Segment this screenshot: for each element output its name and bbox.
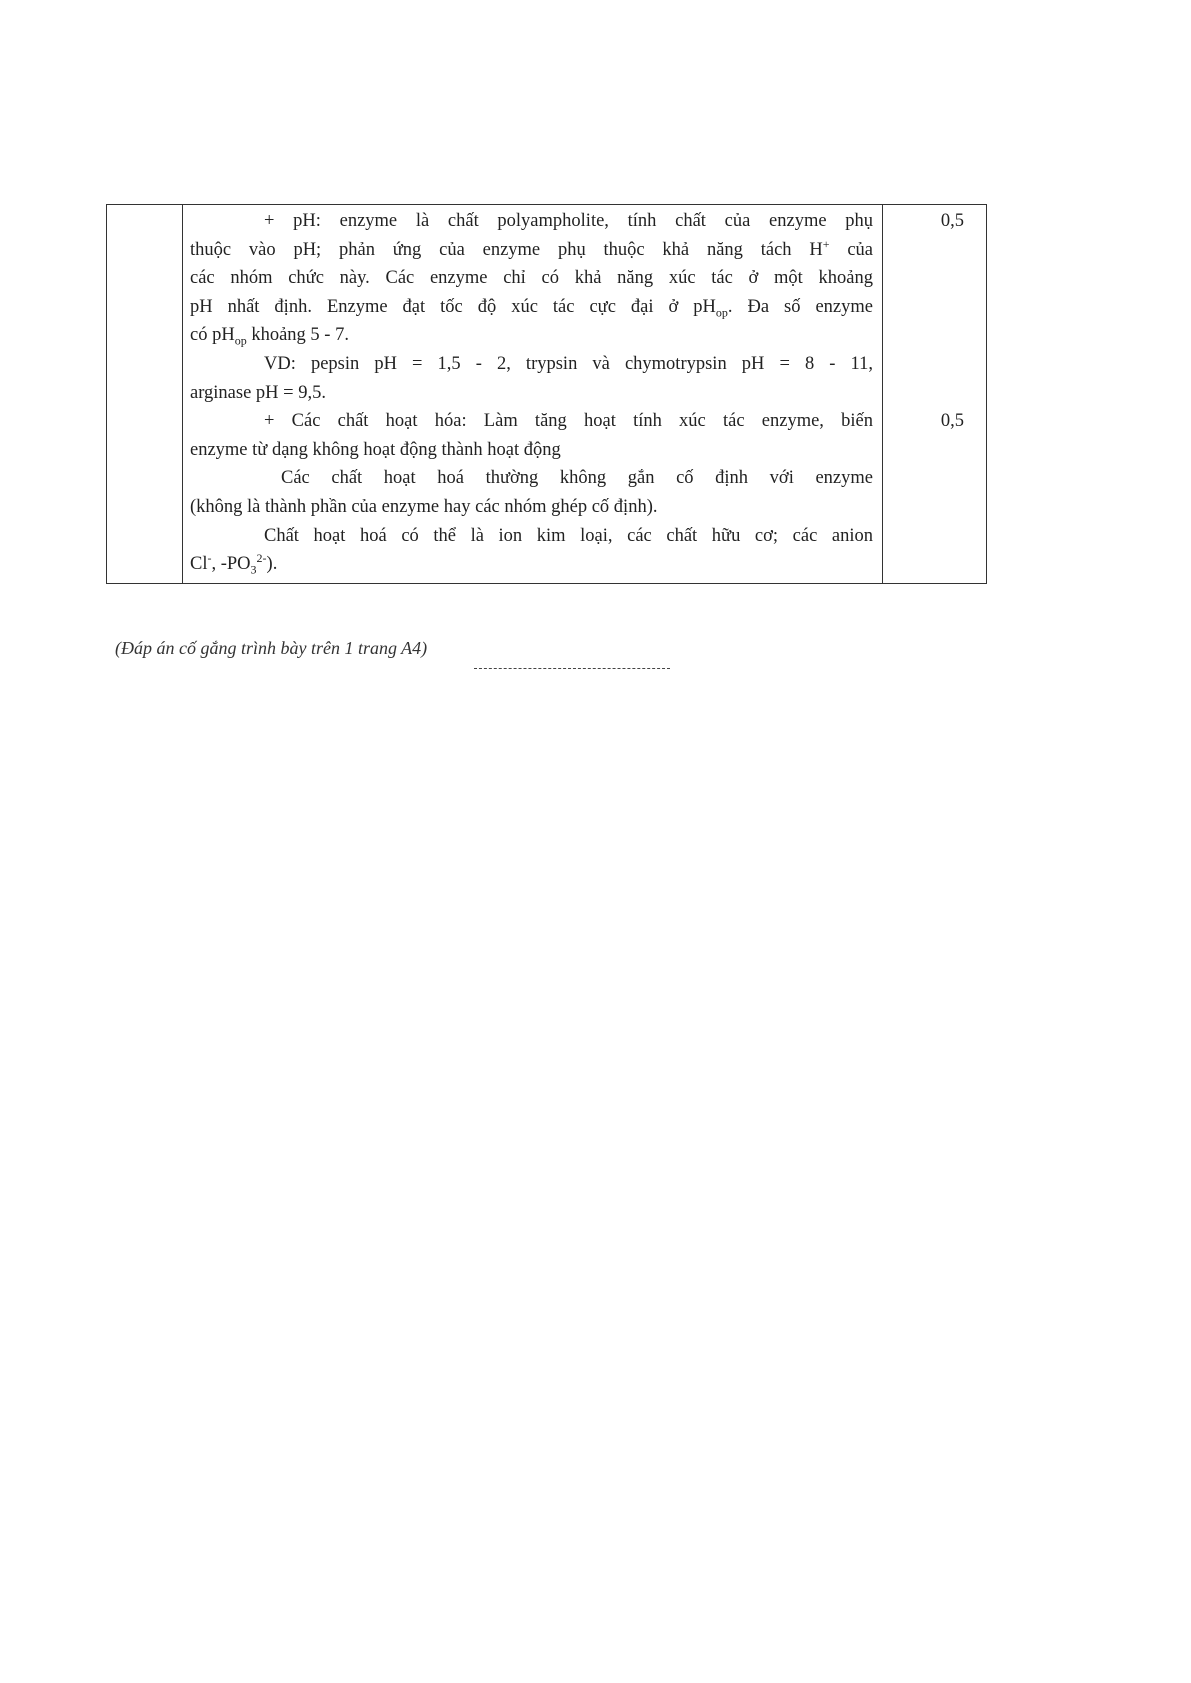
subscript: op <box>234 334 247 349</box>
answer-line <box>190 236 873 265</box>
text-run: + pH: enzyme là chất polyampholite, tính chất của enzyme phụ <box>264 211 873 231</box>
text-run: khoảng 5 - 7. <box>246 325 349 346</box>
superscript: - <box>207 550 212 565</box>
subscript: 3 <box>250 562 257 577</box>
text-run: Cl <box>190 554 208 575</box>
answer-line <box>190 293 873 322</box>
answer-line <box>190 550 873 579</box>
answer-line <box>190 464 873 493</box>
superscript: + <box>822 236 830 251</box>
question-number-cell <box>107 205 183 584</box>
text-run: ). <box>266 554 278 575</box>
text-run: arginase pH = 9,5. <box>190 382 326 403</box>
text-run: Các chất hoạt hoá thường không gắn cố định với enzyme <box>281 468 873 489</box>
score-cell <box>883 205 987 584</box>
answer-content-cell <box>183 205 883 584</box>
text-run: + Các chất hoạt hóa: Làm tăng hoạt tính xúc tác enzyme, biến <box>264 411 873 432</box>
text-run: (không là thành phần của enzyme hay các nhóm ghép cố định). <box>190 496 658 517</box>
answer-text <box>190 207 873 579</box>
score-value: 0,5 <box>940 211 964 231</box>
answer-table <box>106 204 987 584</box>
text-run: có pH <box>190 325 235 346</box>
text-run: VD: pepsin pH = 1,5 - 2, trypsin và chymotrypsin pH = 8 - 11, <box>264 353 873 374</box>
answer-line <box>190 407 873 436</box>
text-run: pH nhất định. Enzyme đạt tốc độ xúc tác cực đại ở pH <box>190 296 716 317</box>
text-run: , -PO <box>211 554 251 575</box>
answer-line <box>190 321 873 350</box>
answer-line <box>190 436 873 465</box>
answer-line <box>190 350 873 379</box>
footnote: (Đáp án cố gắng trình bày trên 1 trang A4) <box>115 638 428 658</box>
answer-line <box>190 264 873 293</box>
subscript: op <box>715 305 728 320</box>
table-row <box>107 205 987 584</box>
text-run: enzyme từ dạng không hoạt động thành hoạt động <box>190 439 561 460</box>
dashed-divider <box>474 668 670 669</box>
answer-line <box>190 379 873 408</box>
text-run: thuộc vào pH; phản ứng của enzyme phụ thuộc khả năng tách H <box>190 239 823 260</box>
answer-line <box>190 207 873 236</box>
superscript: 2- <box>256 550 267 565</box>
score-value: 0,5 <box>940 411 964 432</box>
answer-line <box>190 493 873 522</box>
answer-line <box>190 522 873 551</box>
text-run: của <box>829 239 873 260</box>
text-run: . Đa số enzyme <box>727 296 873 317</box>
text-run: Chất hoạt hoá có thể là ion kim loại, các chất hữu cơ; các anion <box>264 525 873 546</box>
text-run: các nhóm chức này. Các enzyme chỉ có khả năng xúc tác ở một khoảng <box>190 268 873 289</box>
